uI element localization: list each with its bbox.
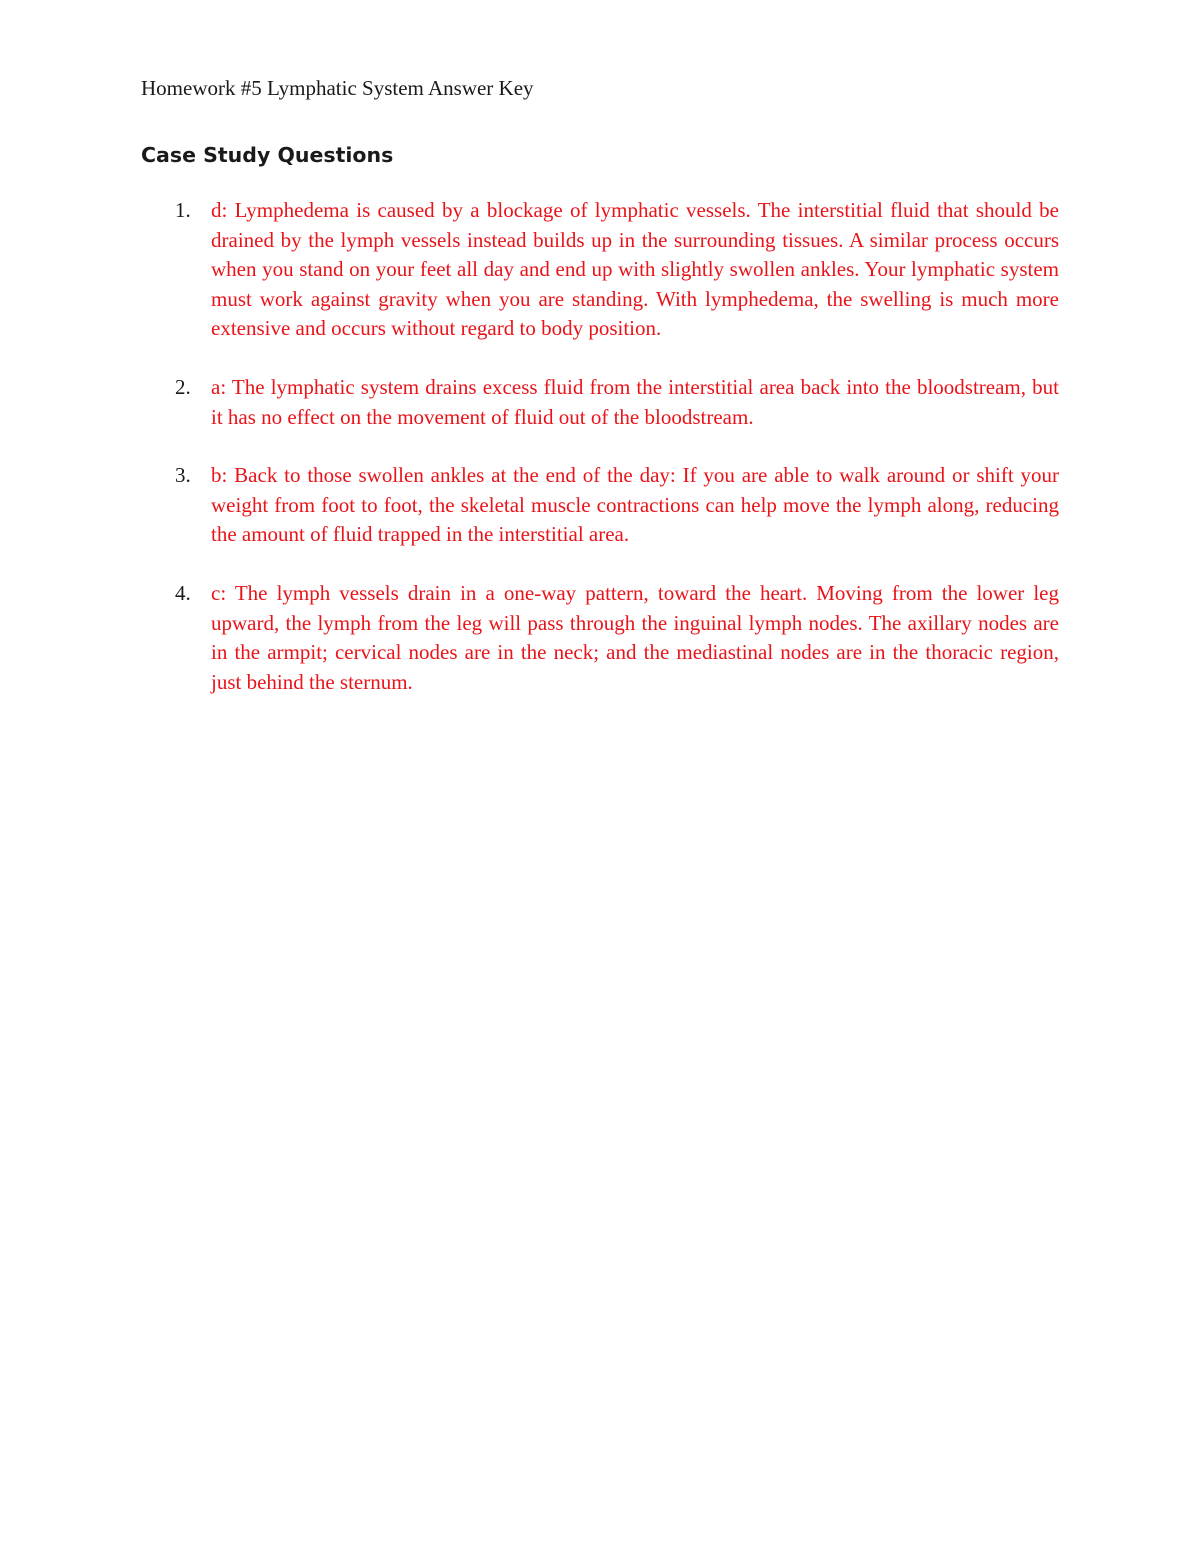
section-heading: Case Study Questions xyxy=(141,143,394,167)
answer-number: 4. xyxy=(175,580,191,605)
answer-item xyxy=(141,579,1059,697)
answer-text: c: The lymph vessels drain in a one-way pattern, toward the heart. Moving from the lower leg upward, the lymph from the leg will pass through the inguinal lymph nodes. The axillary nodes are in the armpit; cervical nodes are in the neck; and the mediastinal nodes are in the thoracic region, just behind the sternum. xyxy=(211,580,1059,694)
answer-number: 2. xyxy=(175,374,191,399)
answer-item xyxy=(141,373,1059,432)
answer-text: b: Back to those swollen ankles at the end of the day: If you are able to walk around or shift your weight from foot to foot, the skeletal muscle contractions can help move the lymph along, reducing the amount of fluid trapped in the interstitial area. xyxy=(211,463,1059,547)
answer-list xyxy=(141,196,1059,726)
answer-number: 3. xyxy=(175,463,191,488)
answer-item xyxy=(141,196,1059,344)
answer-item xyxy=(141,461,1059,550)
answer-number: 1. xyxy=(175,198,191,222)
document-header: Homework #5 Lymphatic System Answer Key xyxy=(141,76,534,100)
answer-text: a: The lymphatic system drains excess fluid from the interstitial area back into the bloodstream, but it has no effect on the movement of fluid out of the bloodstream. xyxy=(211,374,1059,429)
answer-text: d: Lymphedema is caused by a blockage of lymphatic vessels. The interstitial fluid that should be drained by the lymph vessels instead builds up in the surrounding tissues. A similar process occurs when you stand on your feet all day and end up with slightly swollen ankles. Your lymphatic system must work against gravity when you are standing. With lymphedema, the swelling is much more extensive and occurs without regard to body position. xyxy=(211,198,1059,341)
